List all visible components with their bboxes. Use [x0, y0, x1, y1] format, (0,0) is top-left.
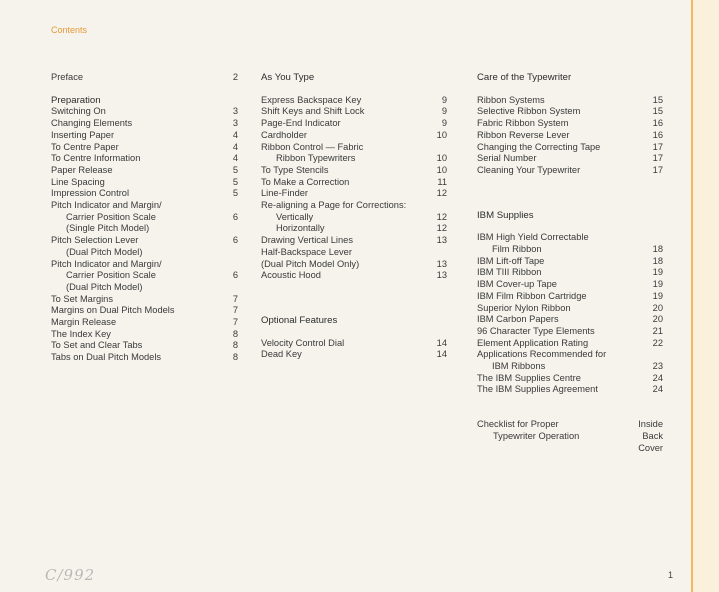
entry-text: IBM TIII Ribbon	[477, 267, 542, 278]
entry-page: 19	[652, 267, 663, 278]
toc-entry	[477, 326, 663, 338]
entry-page: 15	[652, 106, 663, 117]
entry-page	[222, 259, 238, 271]
entry-text: Cardholder	[261, 129, 307, 140]
entry-text: Margin Release	[51, 317, 117, 328]
entry-page: 17	[652, 153, 663, 164]
toc-entry	[477, 153, 663, 165]
toc-entry	[477, 130, 663, 142]
entry-page: 17	[652, 141, 663, 152]
entry-text: Re-aligning a Page for Corrections:	[261, 200, 407, 211]
toc-entry	[51, 177, 238, 189]
entry-page: 2	[232, 72, 238, 82]
entry-page: 10	[436, 164, 447, 175]
toc-entry	[477, 291, 663, 303]
entry-text: IBM High Yield Correctable	[477, 232, 589, 243]
entry-text: Carrier Position Scale	[66, 211, 156, 222]
entry-text: Ribbon Reverse Lever	[477, 129, 570, 140]
toc-entry	[51, 352, 238, 364]
entry-page	[431, 247, 447, 259]
entry-page: 10	[436, 153, 447, 164]
entry-page: 7	[232, 305, 238, 316]
toc-entry	[51, 153, 238, 165]
checklist-entry	[477, 419, 663, 454]
section-heading: As You Type	[261, 72, 315, 83]
toc-entry	[261, 223, 447, 235]
toc-entry	[261, 130, 447, 142]
entry-text: IBM Lift-off Tape	[477, 255, 545, 266]
entry-text: The IBM Supplies Agreement	[477, 384, 598, 395]
toc-entry	[261, 270, 447, 282]
entry-text: Selective Ribbon System	[477, 106, 581, 117]
entry-page	[647, 349, 663, 361]
entry-text: Changing the Correcting Tape	[477, 141, 601, 152]
entry-text: Typewriter Operation	[493, 430, 580, 441]
entry-text: Impression Control	[51, 188, 130, 199]
entry-page	[431, 142, 447, 154]
entry-text: Velocity Control Dial	[261, 337, 345, 348]
entry-text: IBM Ribbons	[492, 361, 546, 372]
toc-entry	[261, 212, 447, 224]
section-heading: Care of the Typewriter	[477, 72, 572, 83]
toc-entry	[261, 95, 447, 107]
entry-text: Margins on Dual Pitch Models	[51, 305, 175, 316]
entry-text: Vertically	[276, 211, 314, 222]
section-heading: Optional Features	[261, 314, 338, 326]
entry-text: Inserting Paper	[51, 129, 115, 140]
toc-entry	[477, 256, 663, 268]
entry-page: 5	[232, 176, 238, 187]
entry-text: Tabs on Dual Pitch Models	[51, 352, 162, 363]
entry-page: 15	[652, 94, 663, 105]
toc-entry	[477, 165, 663, 177]
section-heading: IBM Supplies	[477, 209, 534, 221]
entry-page: 12	[436, 188, 447, 199]
entry-page: 3	[232, 118, 238, 129]
entry-text: Applications Recommended for	[477, 349, 607, 360]
toc-entry	[51, 106, 238, 118]
entry-text: The IBM Supplies Centre	[477, 372, 581, 383]
entry-page: 19	[652, 290, 663, 301]
entry-page: 24	[652, 372, 663, 383]
entry-page: 6	[232, 235, 238, 246]
toc-entry	[261, 153, 447, 165]
entry-text: (Dual Pitch Model)	[66, 246, 143, 257]
entry-page: 20	[652, 302, 663, 313]
entry-page: 9	[441, 94, 447, 105]
entry-text: Carrier Position Scale	[66, 270, 156, 281]
toc-entry	[261, 177, 447, 189]
entry-text: Dead Key	[261, 349, 302, 360]
entry-text: Pitch Indicator and Margin/	[51, 258, 162, 269]
toc-entry	[477, 384, 663, 396]
entry-page: 16	[652, 129, 663, 140]
toc-entry	[51, 165, 238, 177]
toc-entry	[477, 349, 663, 361]
entry-text: Cleaning Your Typewriter	[477, 164, 581, 175]
toc-entry	[51, 340, 238, 352]
entry-page: 6	[232, 211, 238, 222]
entry-text: Fabric Ribbon System	[477, 118, 569, 129]
entry-page: 14	[436, 349, 447, 360]
entry-text: The Index Key	[51, 328, 111, 339]
entry-text: Element Application Rating	[477, 337, 589, 348]
toc-column-2	[261, 72, 447, 361]
entry-text: IBM Cover-up Tape	[477, 279, 557, 290]
toc-entry	[51, 282, 238, 294]
toc-entry	[477, 279, 663, 291]
entry-page: 8	[232, 352, 238, 363]
entry-text: IBM Carbon Papers	[477, 314, 559, 325]
entry-page: 18	[652, 244, 663, 255]
entry-text: To Type Stencils	[261, 164, 329, 175]
entry-text: Film Ribbon	[492, 244, 542, 255]
toc-entry	[477, 373, 663, 385]
toc-entry	[261, 349, 447, 361]
entry-text: Page-End Indicator	[261, 118, 341, 129]
toc-entry	[477, 314, 663, 326]
entry-text: Drawing Vertical Lines	[261, 235, 353, 246]
entry-page: 21	[652, 325, 663, 336]
entry-page: 4	[232, 129, 238, 140]
entry-page: 5	[232, 188, 238, 199]
toc-entry	[51, 270, 238, 282]
toc-entry	[261, 338, 447, 350]
entry-page: 14	[436, 337, 447, 348]
entry-page: 7	[232, 293, 238, 304]
entry-page: 7	[232, 317, 238, 328]
entry-text: To Centre Information	[51, 153, 141, 164]
page-edge-strip	[693, 0, 719, 592]
entry-text: 96 Character Type Elements	[477, 325, 595, 336]
toc-entry	[51, 200, 238, 212]
entry-page: 9	[441, 106, 447, 117]
toc-entry	[261, 235, 447, 247]
entry-page: 24	[652, 384, 663, 395]
entry-text: IBM Film Ribbon Cartridge	[477, 290, 587, 301]
entry-text: (Dual Pitch Model Only)	[261, 258, 360, 269]
entry-page: 12	[436, 223, 447, 234]
entry-text: Line Spacing	[51, 176, 105, 187]
entry-page: 3	[232, 106, 238, 117]
entry-text: (Dual Pitch Model)	[66, 281, 143, 292]
entry-page: 8	[232, 328, 238, 339]
toc-entry	[261, 142, 447, 154]
toc-entry	[261, 247, 447, 259]
entry-page: 13	[436, 270, 447, 281]
entry-text: To Make a Correction	[261, 176, 350, 187]
entry-page	[222, 282, 238, 294]
toc-entry	[261, 118, 447, 130]
toc-entry	[51, 72, 238, 84]
entry-text: Horizontally	[276, 223, 325, 234]
contents-title: Contents	[51, 25, 88, 35]
entry-page	[222, 200, 238, 212]
entry-text: Pitch Indicator and Margin/	[51, 200, 162, 211]
entry-text: Line-Finder	[261, 188, 309, 199]
toc-entry	[477, 106, 663, 118]
handwritten-note: C/992	[45, 566, 96, 584]
entry-text: To Centre Paper	[51, 141, 119, 152]
toc-entry	[477, 95, 663, 107]
entry-text: Superior Nylon Ribbon	[477, 302, 571, 313]
entry-page: 13	[436, 258, 447, 269]
toc-entry	[51, 247, 238, 259]
entry-page: 20	[652, 314, 663, 325]
entry-page	[647, 232, 663, 244]
entry-page: 19	[652, 279, 663, 290]
entry-page: 17	[652, 164, 663, 175]
toc-entry	[261, 106, 447, 118]
entry-page: 18	[652, 255, 663, 266]
entry-page: 5	[232, 164, 238, 175]
page-number: 1	[668, 570, 674, 580]
entry-text: Paper Release	[51, 164, 113, 175]
entry-page: 22	[652, 337, 663, 348]
toc-entry	[261, 200, 447, 212]
entry-text: Pitch Selection Lever	[51, 235, 139, 246]
toc-entry	[477, 338, 663, 350]
entry-page: 23	[652, 361, 663, 372]
entry-text: Switching On	[51, 106, 106, 117]
entry-text: Ribbon Control — Fabric	[261, 141, 364, 152]
toc-entry	[261, 165, 447, 177]
toc-entry	[261, 188, 447, 200]
entry-text: Acoustic Hood	[261, 270, 321, 281]
toc-entry	[51, 188, 238, 200]
toc-entry	[477, 118, 663, 130]
toc-entry	[51, 212, 238, 224]
toc-column-3	[477, 72, 663, 454]
entry-page	[431, 200, 447, 212]
toc-entry	[477, 232, 663, 244]
toc-entry	[51, 294, 238, 306]
toc-entry	[477, 142, 663, 154]
toc-entry	[477, 267, 663, 279]
toc-entry	[51, 305, 238, 317]
entry-text: Changing Elements	[51, 118, 133, 129]
toc-entry	[51, 118, 238, 130]
entry-page	[222, 247, 238, 259]
entry-page: 12	[436, 211, 447, 222]
toc-entry	[51, 317, 238, 329]
entry-page: Back	[642, 430, 663, 441]
entry-page: 8	[232, 340, 238, 351]
toc-entry	[51, 130, 238, 142]
entry-text: Ribbon Systems	[477, 94, 545, 105]
toc-entry	[51, 235, 238, 247]
toc-column-1	[51, 72, 238, 364]
toc-entry	[477, 303, 663, 315]
entry-page	[222, 223, 238, 235]
entry-text: (Single Pitch Model)	[66, 223, 150, 234]
entry-text: Shift Keys and Shift Lock	[261, 106, 365, 117]
section-heading: Preparation	[51, 94, 101, 106]
entry-text: Checklist for Proper	[477, 419, 559, 430]
entry-page: 16	[652, 118, 663, 129]
entry-text: Serial Number	[477, 153, 537, 164]
entry-text: Ribbon Typewriters	[276, 153, 356, 164]
entry-page: Inside	[638, 419, 663, 430]
entry-page: 4	[232, 153, 238, 164]
entry-page: Cover	[638, 442, 663, 453]
entry-page: 6	[232, 270, 238, 281]
entry-text: To Set Margins	[51, 293, 114, 304]
entry-text: Half-Backspace Lever	[261, 246, 352, 257]
toc-entry	[51, 259, 238, 271]
toc-entry	[51, 142, 238, 154]
entry-page: 10	[436, 129, 447, 140]
toc-entry	[51, 223, 238, 235]
toc-entry	[261, 259, 447, 271]
toc-entry	[51, 329, 238, 341]
toc-entry	[477, 361, 663, 373]
entry-text: To Set and Clear Tabs	[51, 340, 143, 351]
entry-text: Express Backspace Key	[261, 94, 362, 105]
entry-page: 13	[436, 235, 447, 246]
entry-page: 9	[441, 118, 447, 129]
toc-entry	[477, 244, 663, 256]
entry-text: Preface	[51, 72, 84, 82]
entry-page: 11	[437, 176, 447, 187]
entry-page: 4	[232, 141, 238, 152]
